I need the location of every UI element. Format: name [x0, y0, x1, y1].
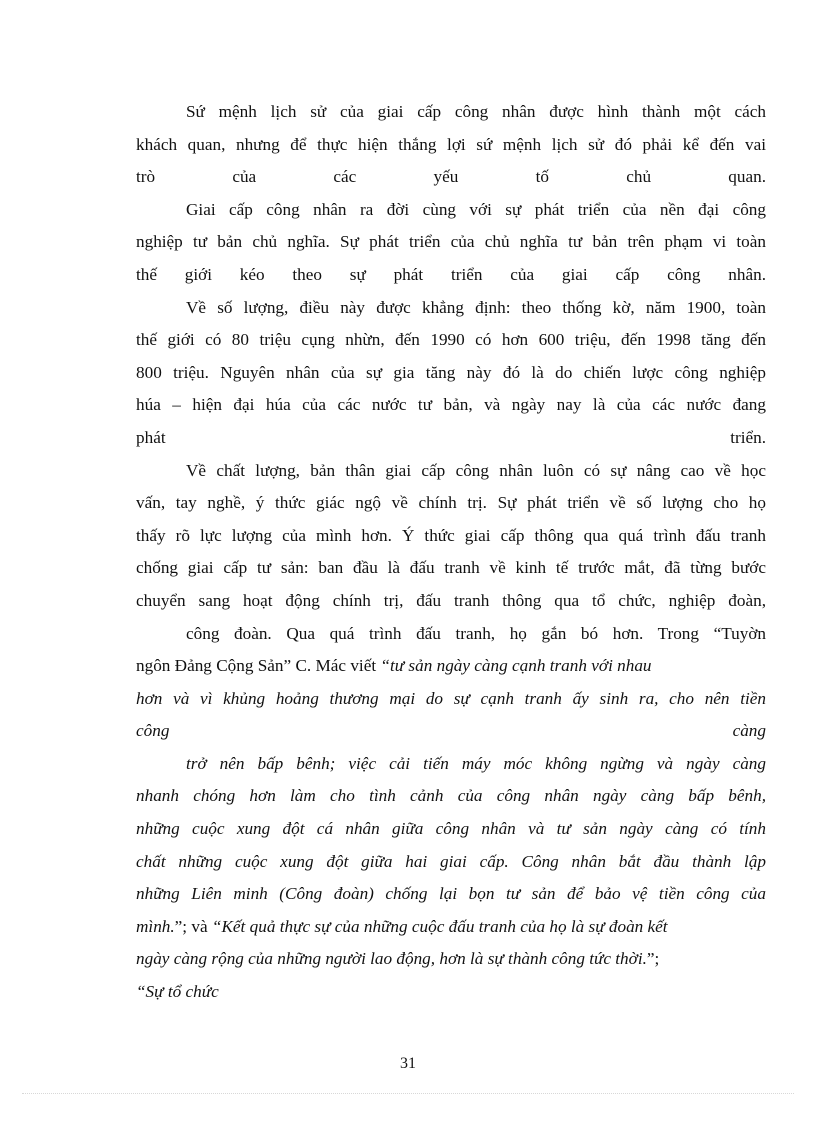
text-line	[136, 943, 766, 976]
text-segment: vấn, tay nghề, ý thức giác ngộ về chính trị. Sự phát triển về số lượng cho họ	[136, 493, 766, 513]
text-line	[136, 650, 766, 683]
text-line	[136, 129, 766, 162]
text-line	[136, 585, 766, 618]
text-segment: những Liên minh (Công đoàn) chống lại bọn tư sản để bảo vệ tiền công của	[136, 884, 766, 904]
text-line	[136, 748, 766, 781]
text-line-content	[136, 943, 659, 976]
text-segment: công	[667, 264, 701, 284]
text-segment: trở nên bấp bênh; việc cải tiến máy móc không ngừng và ngày càng	[186, 753, 766, 773]
text-segment: thấy rõ lực lượng của mình hơn. Ý thức giai cấp thông qua quá trình đấu tranh	[136, 525, 766, 545]
text-segment: giới	[184, 264, 213, 284]
text-line	[136, 911, 766, 944]
text-segment: “Sự tổ chức	[136, 982, 219, 1002]
text-segment: nhân.	[728, 264, 766, 284]
text-segment: Về số lượng, điều này được khẳng định: theo thống kờ, năm 1900, toàn	[186, 297, 766, 317]
text-line	[136, 324, 766, 357]
text-segment: giai	[561, 264, 588, 284]
text-line	[136, 618, 766, 651]
text-segment: chống giai cấp tư sản: ban đầu là đấu tranh về kinh tế trước mắt, đã từng bước	[136, 558, 766, 578]
text-segment: nghiệp tư bản chủ nghĩa. Sự phát triển của chủ nghĩa tư bản trên phạm vi toàn	[136, 232, 766, 252]
text-segment: hơn và vì khủng hoảng thương mại do sự cạnh tranh ấy sinh ra, cho nên tiền	[136, 688, 766, 708]
text-line	[136, 976, 766, 1009]
text-segment: 800 triệu. Nguyên nhân của sự gia tăng này đó là do chiến lược công nghiệp	[136, 362, 766, 382]
text-segment: chủ	[626, 167, 652, 187]
text-segment: “tư sản ngày càng cạnh tranh với nhau	[380, 656, 652, 676]
text-line	[136, 715, 766, 748]
text-line	[136, 683, 766, 716]
text-segment: những cuộc xung đột cá nhân giữa công nhân và tư sản ngày càng có tính	[136, 819, 766, 839]
text-line	[136, 455, 766, 488]
text-segment: phát	[393, 264, 424, 284]
text-segment: kéo	[239, 264, 265, 284]
text-line	[136, 813, 766, 846]
text-segment: cấp	[615, 264, 640, 284]
text-line-content	[136, 650, 652, 683]
text-segment: của	[510, 264, 535, 284]
text-segment: “Kết quả thực sự của những cuộc đấu tranh của họ là sự đoàn kết	[211, 916, 668, 936]
body-text	[136, 96, 766, 1009]
text-line	[136, 292, 766, 325]
text-segment: các	[333, 167, 357, 187]
text-segment: thế giới có 80 triệu cụng nhừn, đến 1990 có hơn 600 triệu, đến 1998 tăng đến	[136, 330, 766, 350]
text-segment: triển.	[730, 427, 766, 447]
text-segment: ”;	[646, 949, 660, 969]
text-segment: Về chất lượng, bản thân giai cấp công nhân luôn có sự nâng cao về học	[186, 460, 766, 480]
text-segment: Giai cấp công nhân ra đời cùng với sự phát triển của nền đại công	[186, 199, 766, 219]
text-segment: khách quan, nhưng để thực hiện thắng lợi sứ mệnh lịch sử đó phải kể đến vai	[136, 134, 766, 154]
text-line	[136, 422, 766, 455]
text-segment: mình.	[136, 916, 175, 936]
text-segment: quan.	[728, 167, 766, 187]
text-line	[136, 259, 766, 292]
text-segment: triển	[450, 264, 483, 284]
text-segment: theo	[292, 264, 322, 284]
text-segment: thế	[136, 264, 157, 284]
text-line	[136, 487, 766, 520]
text-segment: càng	[732, 721, 766, 741]
text-segment: yếu	[433, 167, 459, 187]
text-segment: của	[232, 167, 257, 187]
text-line-content	[136, 911, 668, 944]
text-segment: phát	[136, 427, 166, 447]
text-segment: công	[136, 721, 170, 741]
text-segment: ngôn Đảng Cộng Sản” C. Mác viết	[136, 656, 381, 676]
text-line	[136, 226, 766, 259]
text-segment: chuyển sang hoạt động chính trị, đấu tranh thông qua tổ chức, nghiệp đoàn,	[136, 590, 766, 610]
text-segment: Sứ mệnh lịch sử của giai cấp công nhân được hình thành một cách	[186, 102, 766, 121]
text-line	[136, 96, 766, 129]
text-segment: công đoàn. Qua quá trình đấu tranh, họ gắn bó hơn. Trong “Tuyờn	[186, 623, 766, 643]
text-segment: ”; và	[174, 916, 212, 936]
text-line	[136, 161, 766, 194]
page-number: 31	[400, 1055, 416, 1072]
text-line	[136, 520, 766, 553]
text-segment: sự	[349, 264, 366, 284]
text-line	[136, 878, 766, 911]
text-segment: trò	[136, 167, 156, 187]
text-line	[136, 357, 766, 390]
text-segment: tố	[535, 167, 549, 187]
text-line	[136, 389, 766, 422]
text-segment: ngày càng rộng của những người lao động, hơn là sự thành công tức thời.	[136, 949, 647, 969]
footer-divider	[22, 1093, 794, 1094]
text-line	[136, 846, 766, 879]
text-line	[136, 552, 766, 585]
text-segment: nhanh chóng hơn làm cho tình cảnh của công nhân ngày càng bấp bênh,	[136, 786, 766, 806]
text-segment: chất những cuộc xung đột giữa hai giai cấp. Công nhân bắt đầu thành lập	[136, 851, 766, 871]
text-line	[136, 194, 766, 227]
text-segment: húa – hiện đại húa của các nước tư bản, và ngày nay là của các nước đang	[136, 395, 766, 415]
text-line	[136, 780, 766, 813]
